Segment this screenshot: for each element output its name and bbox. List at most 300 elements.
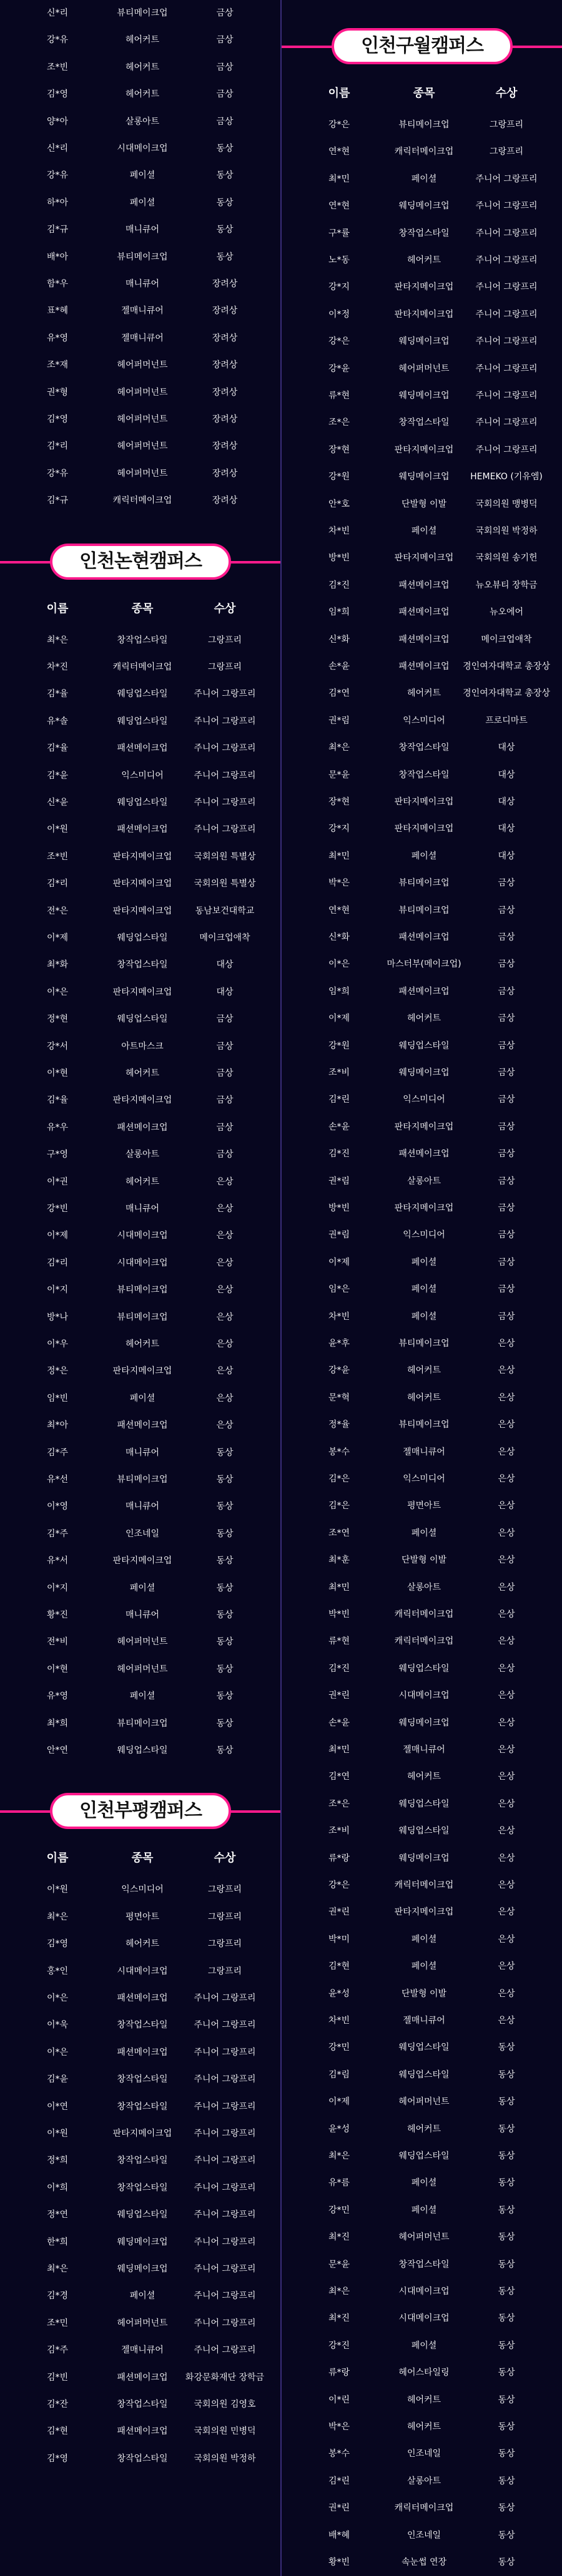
table-row: [282, 1930, 562, 1949]
cell-award: 은상: [216, 1312, 234, 1322]
cell-award: 대상: [216, 960, 234, 970]
cell-award: 주니어 그랑프리: [194, 2155, 256, 2166]
cell-category: 판타지메이크업: [112, 1095, 172, 1106]
cell-award: 금상: [498, 1284, 515, 1295]
cell-category: 살롱아트: [125, 1149, 160, 1160]
cell-category: 웨딩업스타일: [398, 1040, 450, 1051]
cell-category: 페이셜: [411, 1284, 437, 1295]
table-row: [0, 658, 280, 676]
cell-name: 배*아: [46, 251, 69, 262]
table-row: [0, 1525, 280, 1543]
cell-category: 창작업스타일: [117, 2101, 168, 2112]
table-row: [282, 1849, 562, 1868]
cell-award: 주니어 그랑프리: [194, 2237, 256, 2247]
table-row: [282, 1632, 562, 1651]
cell-category: 창작업스타일: [398, 743, 450, 753]
cell-award: 그랑프리: [207, 1966, 242, 1976]
table-row: [0, 685, 280, 703]
table-row: [0, 1118, 280, 1137]
table-row: [0, 1741, 280, 1760]
cell-category: 판타지메이크업: [394, 1907, 454, 1918]
cell-name: 김*규: [46, 495, 69, 506]
cell-award: 주니어 그랑프리: [475, 363, 538, 374]
cell-award: 동상: [498, 2151, 515, 2161]
cell-name: 유*우: [46, 1122, 69, 1133]
cell-category: 웨딩메이크업: [398, 1068, 450, 1078]
cell-award: 금상: [216, 1041, 234, 1051]
table-row: [0, 712, 280, 731]
cell-category: 젤매니큐어: [403, 1745, 445, 1755]
table-row: [282, 1740, 562, 1759]
table-row: [282, 576, 562, 595]
table-row: [0, 4, 280, 22]
table-row: [282, 413, 562, 432]
cell-category: 판타지메이크업: [394, 444, 454, 455]
table-row: [0, 2341, 280, 2359]
cell-name: 이*은: [46, 987, 69, 997]
table-row: [282, 441, 562, 459]
table-row: [282, 1361, 562, 1380]
table-row: [282, 495, 562, 514]
table-row: [282, 170, 562, 188]
cell-category: 웨딩업스타일: [398, 2069, 450, 2080]
cell-category: 매니큐어: [125, 279, 160, 289]
cell-category: 페이셜: [411, 1311, 437, 1322]
cell-award: 그랑프리: [207, 1885, 242, 1895]
cell-category: 패션메이크업: [117, 824, 168, 835]
cell-category: 캐릭터메이크업: [112, 662, 172, 672]
cell-award: 동상: [498, 2530, 515, 2540]
table-row: [0, 1443, 280, 1462]
table-row: [282, 251, 562, 270]
cell-name: 차*빈: [328, 1311, 350, 1322]
cell-award: 동상: [216, 1501, 234, 1512]
cell-category: 살롱아트: [407, 2476, 441, 2486]
cell-name: 강*지: [328, 282, 350, 293]
cell-name: 홍*인: [46, 1966, 69, 1976]
cell-category: 웨딩메이크업: [117, 2237, 168, 2247]
cell-category: 페이셜: [411, 1934, 437, 1944]
table-row: [0, 1606, 280, 1624]
cell-award: 금상: [498, 1203, 515, 1213]
cell-name: 양*아: [46, 116, 69, 127]
cell-award: 메이크업애착: [481, 634, 532, 645]
cell-name: 손*윤: [328, 661, 350, 671]
cell-award: 대상: [216, 987, 234, 997]
table-row: [0, 1254, 280, 1272]
cell-award: 은상: [498, 1582, 515, 1593]
table-row: [0, 1308, 280, 1327]
cell-name: 김*윤: [46, 2074, 69, 2085]
cell-award: 동상: [216, 1447, 234, 1458]
cell-award: 뉴오뷰티 장학금: [475, 580, 538, 590]
cell-award: 금상: [216, 89, 234, 100]
cell-category: 창작업스타일: [398, 769, 450, 780]
cell-name: 강*원: [328, 1040, 350, 1051]
table-row: [0, 766, 280, 785]
cell-name: 이*권: [46, 1176, 69, 1187]
cell-name: 김*윤: [46, 770, 69, 781]
cell-name: 안*호: [328, 499, 350, 509]
cell-name: 김*영: [46, 1939, 69, 1949]
table-row: [282, 549, 562, 567]
cell-name: 차*진: [46, 662, 69, 672]
table-row: [282, 224, 562, 243]
cell-name: 권*린: [328, 1690, 350, 1701]
table-row: [282, 386, 562, 405]
table-row: [282, 1037, 562, 1055]
cell-name: 봉*수: [328, 1447, 350, 1457]
cell-name: 장*현: [328, 444, 350, 455]
cell-name: 강*유: [46, 170, 69, 181]
cell-award: 주니어 그랑프리: [475, 309, 538, 320]
table-row: [282, 1605, 562, 1624]
cell-award: 동상: [498, 2042, 515, 2053]
cell-category: 젤매니큐어: [403, 1447, 445, 1457]
cell-award: 금상: [498, 1230, 515, 1241]
table-row: [282, 467, 562, 486]
cell-category: 패션메이크업: [117, 1122, 168, 1133]
cell-name: 강*민: [328, 2205, 350, 2215]
cell-name: 권*림: [328, 1230, 350, 1241]
cell-name: 정*연: [46, 2210, 69, 2220]
cell-category: 페이셜: [411, 1961, 437, 1972]
cell-award: 주니어 그랑프리: [194, 2101, 256, 2112]
cell-category: 뷰티메이크업: [398, 1339, 450, 1349]
cell-name: 최*화: [46, 960, 69, 970]
table-row: [282, 2553, 562, 2572]
table-row: [282, 684, 562, 703]
cell-award: HEMEKO (기유엠): [470, 472, 543, 482]
cell-award: 은상: [216, 1285, 234, 1295]
cell-name: 김*연: [328, 688, 350, 699]
table-row: [0, 1091, 280, 1110]
table-row: [0, 1714, 280, 1733]
cell-category: 인조네일: [407, 2449, 441, 2459]
cell-name: 강*지: [328, 824, 350, 834]
table-row: [0, 2016, 280, 2034]
cell-name: 강*은: [328, 336, 350, 347]
cell-name: 임*은: [328, 1284, 350, 1295]
cell-category: 헤어퍼머넌트: [117, 360, 168, 371]
cell-name: 조*민: [46, 2318, 69, 2328]
table-row: [0, 2286, 280, 2305]
table-row: [0, 983, 280, 1002]
table-row: [0, 1226, 280, 1245]
cell-award: 금상: [498, 1068, 515, 1078]
cell-category: 패션메이크업: [117, 2047, 168, 2057]
table-row: [282, 2336, 562, 2355]
cell-name: 최*민: [328, 173, 350, 184]
cell-award: 주니어 그랑프리: [194, 689, 256, 700]
table-row: [282, 766, 562, 784]
cell-category: 매니큐어: [125, 1501, 160, 1512]
cell-award: 주니어 그랑프리: [475, 391, 538, 401]
cell-category: 시대메이크업: [117, 144, 168, 154]
table-row: [0, 1335, 280, 1354]
table-row: [282, 332, 562, 351]
cell-name: 권*림: [328, 1176, 350, 1186]
table-row: [282, 197, 562, 215]
table-row: [282, 928, 562, 947]
table-row: [282, 2526, 562, 2545]
cell-award: 동상: [216, 144, 234, 154]
cell-award: 금상: [498, 1095, 515, 1105]
cell-category: 헤어커트: [407, 1013, 441, 1024]
cell-category: 젤매니큐어: [121, 333, 164, 343]
table-row: [0, 329, 280, 348]
cell-award: 은상: [498, 1853, 515, 1863]
campus-title-banner: [0, 1787, 280, 1837]
table-row: [0, 1908, 280, 1926]
campus-title: 인천부평캠퍼스: [50, 1793, 231, 1829]
cell-award: 주니어 그랑프리: [194, 2047, 256, 2057]
table-row: [282, 522, 562, 540]
cell-name: 최*민: [328, 1582, 350, 1593]
cell-award: 은상: [498, 1392, 515, 1403]
cell-award: 주니어 그랑프리: [475, 201, 538, 212]
cell-award: 동상: [498, 2368, 515, 2378]
cell-name: 신*윤: [46, 798, 69, 807]
table-row: [0, 1389, 280, 1408]
cell-category: 창작업스타일: [117, 2399, 168, 2409]
cell-category: 살롱아트: [407, 1582, 441, 1593]
campus-title-banner: [0, 537, 280, 587]
table-row: [0, 2097, 280, 2116]
cell-award: 대상: [498, 851, 515, 861]
cell-name: 최*진: [328, 2313, 350, 2324]
table-row: [282, 1388, 562, 1407]
cell-name: 최*진: [328, 2232, 350, 2243]
cell-name: 김*진: [328, 1663, 350, 1674]
cell-category: 뷰티메이크업: [398, 905, 450, 915]
cell-category: 익스미디어: [403, 1230, 445, 1241]
cell-award: 은상: [216, 1257, 234, 1268]
cell-name: 김*주: [46, 2345, 69, 2356]
cell-award: 동상: [498, 2503, 515, 2514]
cell-award: 은상: [498, 1636, 515, 1647]
cell-name: 김*연: [328, 1772, 350, 1782]
cell-category: 캐릭터메이크업: [394, 2503, 454, 2514]
cell-category: 헤어스타일링: [398, 2368, 450, 2378]
cell-name: 김*규: [46, 225, 69, 235]
cell-award: 금상: [216, 35, 234, 46]
table-row: [0, 739, 280, 758]
cell-award: 주니어 그랑프리: [475, 282, 538, 293]
table-row: [282, 1253, 562, 1272]
cell-name: 이*원: [46, 1885, 69, 1895]
table-row: [0, 1687, 280, 1705]
cell-category: 인조네일: [407, 2530, 441, 2540]
table-row: [0, 1497, 280, 1516]
table-row: [0, 2151, 280, 2170]
cell-name: 류*현: [328, 1636, 350, 1647]
table-row: [0, 1632, 280, 1651]
cell-award: 은상: [216, 1366, 234, 1377]
cell-name: 봉*수: [328, 2449, 350, 2459]
cell-category: 페이셜: [411, 526, 437, 536]
table-row: [282, 1118, 562, 1136]
cell-award: 주니어 그랑프리: [194, 2210, 256, 2220]
table-row: [0, 410, 280, 429]
table-row: [282, 2066, 562, 2084]
cell-award: 금상: [216, 1095, 234, 1106]
cell-award: 은상: [498, 1745, 515, 1755]
cell-award: 대상: [498, 797, 515, 807]
cell-name: 함*우: [46, 279, 69, 289]
cell-award: 은상: [498, 1474, 515, 1484]
cell-category: 헤어커트: [407, 2124, 441, 2134]
cell-award: 장려상: [212, 468, 238, 479]
cell-award: 동상: [498, 2313, 515, 2324]
cell-name: 조*비: [328, 1826, 350, 1837]
cell-category: 웨딩업스타일: [117, 689, 168, 700]
cell-award: 금상: [498, 932, 515, 942]
table-row: [282, 955, 562, 973]
table-row: [0, 2422, 280, 2441]
cell-name: 전*비: [46, 1637, 69, 1647]
cell-name: 조*빈: [46, 62, 69, 72]
table-row: [0, 275, 280, 293]
cell-award: 주니어 그랑프리: [194, 716, 256, 726]
table-row: [0, 2178, 280, 2197]
table-row: [0, 1064, 280, 1083]
cell-category: 뷰티메이크업: [398, 1420, 450, 1430]
cell-name: 이*은: [328, 959, 350, 970]
cell-award: 은상: [216, 1420, 234, 1431]
table-row: [282, 1957, 562, 1976]
cell-category: 캐릭터메이크업: [394, 1636, 454, 1647]
cell-category: 뷰티메이크업: [398, 878, 450, 889]
table-row: [282, 1903, 562, 1921]
cell-award: 은상: [498, 1365, 515, 1376]
cell-category: 웨딩메이크업: [398, 391, 450, 401]
cell-award: 금상: [498, 959, 515, 970]
cell-category: 페이셜: [129, 197, 155, 208]
cell-name: 구*영: [46, 1149, 69, 1160]
cell-award: 동상: [216, 1691, 234, 1702]
table-row: [282, 2255, 562, 2274]
cell-category: 창작업스타일: [117, 2074, 168, 2085]
cell-name: 이*제: [46, 933, 69, 943]
cell-award: 주니어 그랑프리: [194, 2291, 256, 2301]
cell-name: 유*영: [46, 333, 69, 343]
cell-name: 조*재: [46, 360, 69, 371]
cell-category: 헤어퍼머넌트: [117, 1664, 168, 1674]
cell-name: 표*혜: [46, 306, 69, 316]
cell-category: 패션메이크업: [398, 580, 450, 590]
cell-award: 국회의원 맹병덕: [475, 499, 538, 509]
cell-award: 은상: [216, 1176, 234, 1187]
cell-category: 패션메이크업: [398, 634, 450, 645]
cell-award: 주니어 그랑프리: [194, 2020, 256, 2031]
table-row: [282, 2120, 562, 2139]
table-row: [0, 383, 280, 402]
cell-category: 단발형 이발: [401, 499, 447, 509]
table-row: [282, 1714, 562, 1732]
table-row: [0, 139, 280, 158]
cell-name: 박*미: [328, 1934, 350, 1944]
cell-category: 페이셜: [411, 1528, 437, 1538]
cell-name: 김*현: [328, 1961, 350, 1972]
cell-category: 창작업스타일: [398, 2259, 450, 2270]
table-row: [0, 301, 280, 320]
cell-award: 주니어 그랑프리: [194, 798, 256, 807]
cell-award: 그랑프리: [207, 1911, 242, 1922]
cell-name: 김*율: [46, 689, 69, 700]
table-row: [282, 793, 562, 811]
table-row: [282, 2282, 562, 2301]
cell-category: 패션메이크업: [398, 932, 450, 942]
header-category: 종목: [131, 602, 154, 615]
cell-name: 손*윤: [328, 1717, 350, 1728]
cell-award: 장려상: [212, 333, 238, 343]
cell-name: 강*유: [46, 468, 69, 479]
cell-name: 이*은: [46, 1993, 69, 2003]
cell-category: 판타지메이크업: [112, 879, 172, 889]
cell-name: 최*은: [328, 2286, 350, 2296]
cell-name: 임*희: [328, 607, 350, 618]
cell-award: 주니어 그랑프리: [194, 2182, 256, 2193]
cell-category: 헤어퍼머넌트: [117, 468, 168, 479]
cell-category: 헤어커트: [407, 2422, 441, 2432]
cell-category: 뷰티메이크업: [117, 1475, 168, 1485]
table-row: [0, 793, 280, 812]
cell-award: 국회의원 박정하: [475, 526, 538, 536]
cell-category: 웨딩업스타일: [117, 2210, 168, 2220]
cell-category: 창작업스타일: [117, 2453, 168, 2464]
cell-name: 류*랑: [328, 1853, 350, 1863]
table-row: [282, 1578, 562, 1597]
table-row: [0, 220, 280, 239]
cell-category: 창작업스타일: [398, 417, 450, 428]
cell-category: 판타지메이크업: [112, 851, 172, 862]
cell-name: 안*연: [46, 1745, 69, 1755]
cell-category: 페이셜: [411, 2340, 437, 2351]
table-row: [0, 1199, 280, 1218]
cell-name: 강*은: [328, 120, 350, 130]
table-row: [282, 1009, 562, 1028]
cell-category: 페이셜: [411, 173, 437, 184]
table-row: [0, 85, 280, 104]
cell-name: 조*은: [328, 1798, 350, 1809]
cell-category: 매니큐어: [125, 1204, 160, 1214]
table-row: [282, 1144, 562, 1163]
table-row: [282, 1551, 562, 1569]
cell-name: 김*주: [46, 1447, 69, 1458]
cell-name: 이*우: [46, 1339, 69, 1349]
cell-name: 조*비: [328, 1068, 350, 1078]
header-category: 종목: [413, 87, 435, 100]
cell-award: 그랑프리: [489, 120, 524, 130]
table-row: [282, 657, 562, 676]
cell-name: 구*률: [328, 228, 350, 238]
header-name: 이름: [328, 87, 350, 100]
cell-award: 은상: [498, 1339, 515, 1349]
cell-category: 페이셜: [411, 1257, 437, 1267]
cell-name: 유*서: [46, 1556, 69, 1566]
cell-category: 판타지메이크업: [394, 282, 454, 293]
cell-category: 익스미디어: [403, 1095, 445, 1105]
cell-name: 이*연: [46, 2101, 69, 2112]
cell-name: 이*린: [328, 2394, 350, 2405]
cell-name: 김*진: [328, 1149, 350, 1159]
table-row: [282, 982, 562, 1001]
cell-award: 금상: [498, 1176, 515, 1186]
cell-name: 최*은: [328, 2151, 350, 2161]
table-row: [282, 1984, 562, 2003]
table-row: [282, 115, 562, 134]
